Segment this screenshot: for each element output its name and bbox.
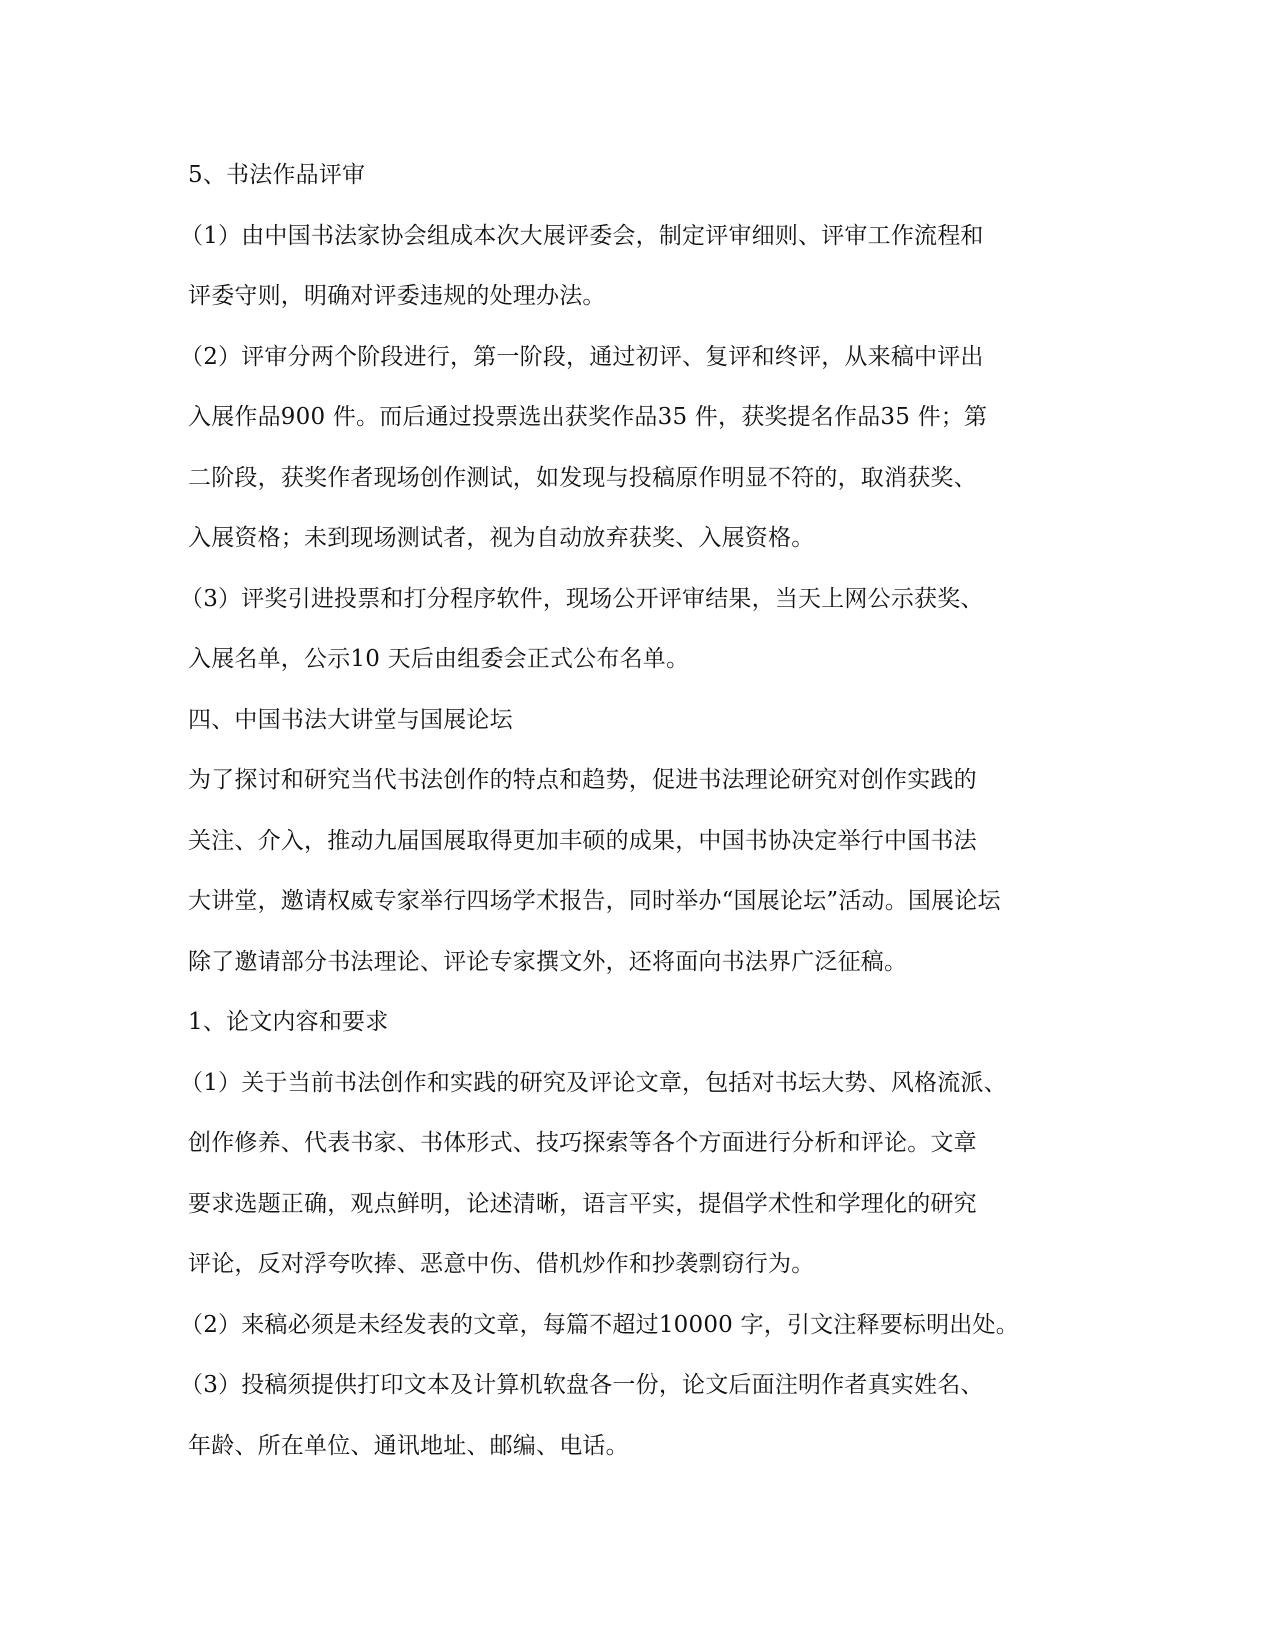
section-heading: 四、中国书法大讲堂与国展论坛 <box>188 706 513 733</box>
paragraph-line: 入展作品900 件。而后通过投票选出获奖作品35 件，获奖提名作品35 件；第 <box>188 404 988 430</box>
paragraph-line: 二阶段，获奖作者现场创作测试，如发现与投稿原作明显不符的，取消获奖、 <box>188 464 977 491</box>
section-heading: 5、书法作品评审 <box>188 162 366 188</box>
paragraph-line: 要求选题正确，观点鲜明，论述清晰，语言平实，提倡学术性和学理化的研究 <box>188 1190 977 1217</box>
section-heading: 1、论文内容和要求 <box>188 1009 389 1035</box>
paragraph-line: 评论，反对浮夸吹捧、恶意中伤、借机炒作和抄袭剽窃行为。 <box>188 1251 815 1277</box>
paragraph-line: 为了探讨和研究当代书法创作的特点和趋势，促进书法理论研究对创作实践的 <box>188 767 977 793</box>
paragraph-line: （1）关于当前书法创作和实践的研究及评论文章，包括对书坛大势、风格流派、 <box>180 1069 1007 1096</box>
paragraph-line: 年龄、所在单位、通讯地址、邮编、电话。 <box>188 1432 629 1459</box>
paragraph-line: 创作修养、代表书家、书体形式、技巧探索等各个方面进行分析和评论。文章 <box>188 1130 977 1156</box>
paragraph-line: （3）评奖引进投票和打分程序软件，现场公开评审结果，当天上网公示获奖、 <box>180 585 984 612</box>
paragraph-line: 入展资格；未到现场测试者，视为自动放弃获奖、入展资格。 <box>188 525 815 551</box>
paragraph-line: 关注、介入，推动九届国展取得更加丰硕的成果，中国书协决定举行中国书法 <box>188 827 977 854</box>
paragraph-line: 大讲堂，邀请权威专家举行四场学术报告，同时举办“国展论坛”活动。国展论坛 <box>188 888 1001 914</box>
paragraph-line: （2）来稿必须是未经发表的文章，每篇不超过10000 字，引文注释要标明出处。 <box>180 1311 1019 1338</box>
paragraph-line: 除了邀请部分书法理论、评论专家撰文外，还将面向书法界广泛征稿。 <box>188 948 908 975</box>
paragraph-line: （2）评审分两个阶段进行，第一阶段，通过初评、复评和终评，从来稿中评出 <box>180 343 984 370</box>
paragraph-line: （1）由中国书法家协会组成本次大展评委会，制定评审细则、评审工作流程和 <box>180 222 984 249</box>
paragraph-line: 评委守则，明确对评委违规的处理办法。 <box>188 283 606 309</box>
document-body <box>180 145 1068 1476</box>
paragraph-line: 入展名单，公示10 天后由组委会正式公布名单。 <box>188 646 690 672</box>
paragraph-line: （3）投稿须提供打印文本及计算机软盘各一份，论文后面注明作者真实姓名、 <box>180 1372 984 1398</box>
